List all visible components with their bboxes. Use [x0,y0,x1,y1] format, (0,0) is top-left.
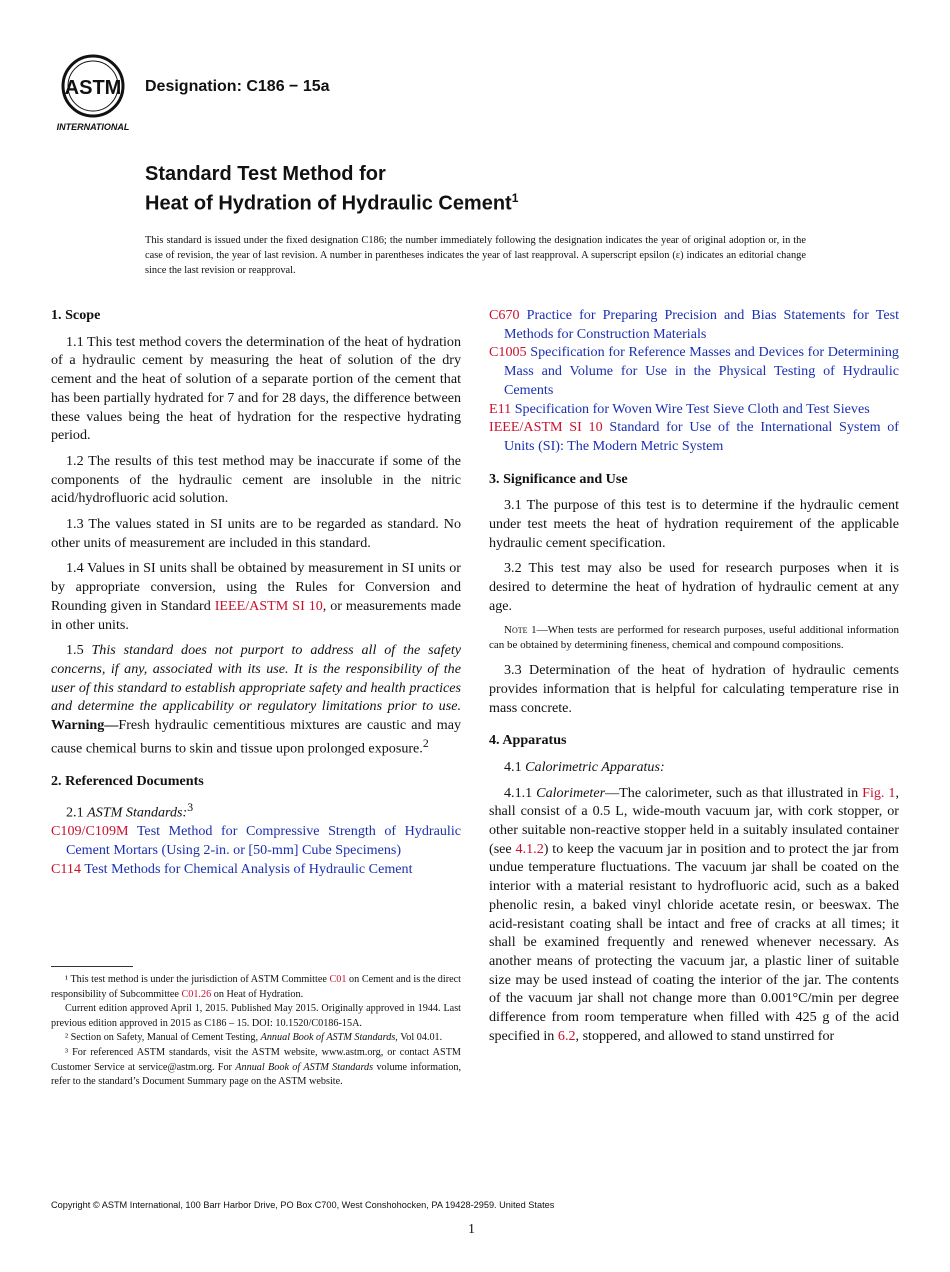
para-1-3: 1.3 The values stated in SI units are to be regarded as standard. No other units of measurement are included in this standard. [51,516,461,551]
ref-item[interactable]: E11 Specification for Woven Wire Test Sieve Cloth and Test Sieves [489,400,870,417]
para-1-4: 1.4 Values in SI units shall be obtained by measurement in SI units or by appropriate conversion, using the Rules for Conversion and Rounding given in Standard IEEE/ASTM SI 10, or measurements made in other units. [51,560,461,633]
para-1-2: 1.2 The results of this test method may be inaccurate if some of the components of the hydraulic cement are insoluble in the nitric acid/hydrofluoric acid solution. [51,452,461,507]
ref-item[interactable]: C109/C109M Test Method for Compressive Strength of Hydraulic Cement Mortars (Using 2-in. or [50-mm] Cube Specimens) [51,823,461,858]
para-1-5: 1.5 This standard does not purport to address all of the safety concerns, if any, associated with its use. It is the responsibility of the user of this standard to establish appropriate safety and health practices and determine the applicability or regulatory limitations prior to use. Warning—Fresh hydraulic cementitious mixtures are caustic and may cause chemical burns to skin and tissue upon prolonged exposure.$^2$ [51,642,461,757]
document-title [145,162,518,216]
note-1: Note 1—When tests are performed for research purposes, useful additional information can be obtained by determining fineness, chemical and compound compositions. [489,623,899,651]
para-2-1: 2.1 ASTM Standards:$^3$ [66,800,194,821]
title-line-1: Standard Test Method for [145,163,386,185]
link-fig-1[interactable]: Fig. 1 [862,784,896,801]
link-4-1-2[interactable]: 4.1.2 [515,840,544,857]
right-column [489,306,899,1046]
section-1-heading: 1. Scope [51,307,101,323]
designation: Designation: C186 − 15a [145,78,330,95]
footnote-1-edition: Current edition approved April 1, 2015. Published May 2015. Originally approved in 1944. Last previous edition approved in 2015 as C186 – 15. DOI: 10.1520/C0186-15A. [51,1003,461,1029]
footnote-2: ² Section on Safety, Manual of Cement Testing, Annual Book of ASTM Standards, Vol 04.01. [65,1032,443,1044]
footnote-ref-3: 3 [187,800,194,814]
para-3-1: 3.1 The purpose of this test is to determine if the hydraulic cement under test meets the heat of hydration requirement of the applicable hydraulic cement specification. [489,497,899,551]
section-3-heading: 3. Significance and Use [489,470,628,487]
section-2-heading: 2. Referenced Documents [51,773,204,790]
link-6-2[interactable]: 6.2 [557,1027,576,1044]
logo-text: ASTM [64,77,122,99]
left-column [51,306,461,878]
ref-item[interactable]: C670 Practice for Preparing Precision and Bias Statements for Test Methods for Construction Materials [489,307,899,342]
title-line-2: Heat of Hydration of Hydraulic Cement$^1$ [145,191,519,215]
ref-item[interactable]: C1005 Specification for Reference Masses and Devices for Determining Mass and Volume for Use in the Physical Testing of Hydraulic Cements [489,344,899,398]
footnote-1: ¹ This test method is under the jurisdiction of ASTM Committee C01 on Cement and is the direct responsibility of Subcommittee C01.26 on Heat of Hydration. [51,974,462,1000]
para-4-1: 4.1 Calorimetric Apparatus: [504,758,665,775]
footnote-3: ³ For referenced ASTM standards, visit the ASTM website, www.astm.org, or contact ASTM Customer Service at service@astm.org. For Annual Book of ASTM Standards volume information, refer to the standard’s Document Summary page on the ASTM website. [51,1046,461,1088]
footnote-rule [51,966,133,967]
link-c01-26[interactable]: C01.26 [181,988,212,1000]
intro-paragraph: This standard is issued under the fixed designation C186; the number immediately following the designation indicates the year of original adoption or, in the case of revision, the year of last revision. A number in parentheses indicates the year of last reapproval. A superscript epsilon (ε) indicates an editorial change since the last revision or reapproval. [145,235,806,276]
para-3-2: 3.2 This test may also be used for research purposes when it is desired to determine the heat of hydration of hydraulic cement at any age. [489,560,899,614]
ref-item[interactable]: IEEE/ASTM SI 10 Standard for Use of the International System of Units (SI): The Modern Metric System [489,419,899,454]
para-1-1: 1.1 This test method covers the determination of the heat of hydration of a hydraulic cement by measuring the heat of solution of the dry cement and the heat of solution of a separate portion of the cement that has been partially hydrated for 7 and for 28 days, the difference between these values being the heat of hydration for the respective hydrating period. [51,333,461,444]
footnotes [51,973,461,1090]
title-footnote-mark: 1 [511,191,519,205]
logo-subtext: INTERNATIONAL [56,122,130,132]
para-3-3: 3.3 Determination of the heat of hydration of hydraulic cements provides information that is helpful for calculating temperature rise in mass concrete. [489,662,899,716]
page-number: 1 [468,1222,475,1237]
section-4-heading: 4. Apparatus [489,732,567,749]
link-ieee-astm-si10[interactable]: IEEE/ASTM SI 10 [214,597,323,614]
copyright-notice: Copyright © ASTM International, 100 Barr Harbor Drive, PO Box C700, West Conshohocken, PA 19428-2959. United States [51,1200,555,1210]
para-4-1-1: 4.1.1 Calorimeter—The calorimeter, such as that illustrated in Fig. 1, shall consist of a 0.5 L, wide-mouth vacuum jar, with cork stopper, or other suitable non-reactive stopper held in a suitably insulated container (see 4.1.2) to keep the vacuum jar in position and to protect the jar from undue temperature fluctuations. The vacuum jar shall be coated on the interior with a material resistant to hydrofluoric acid, such as a baked phenolic resin, a baked vinyl chloride acetate resin, or beeswax. The acid-resistant coating shall be intact and free of cracks at all times; it shall be examined frequently and renewed whenever necessary. As another means of protecting the vacuum jar, a plastic liner of suitable size may be used instead of coating the interior of the jar. The contents of the vacuum jar shall not change more than 0.001°C/min per degree difference from room temperature when filled with 425 g of the acid specified in 6.2, stoppered, and allowed to stand unstirred for [489,784,899,1044]
footnote-ref-2: 2 [422,736,429,750]
link-c01[interactable]: C01 [329,974,347,985]
astm-logo [52,54,134,134]
ref-item[interactable]: C114 Test Methods for Chemical Analysis of Hydraulic Cement [51,860,413,877]
